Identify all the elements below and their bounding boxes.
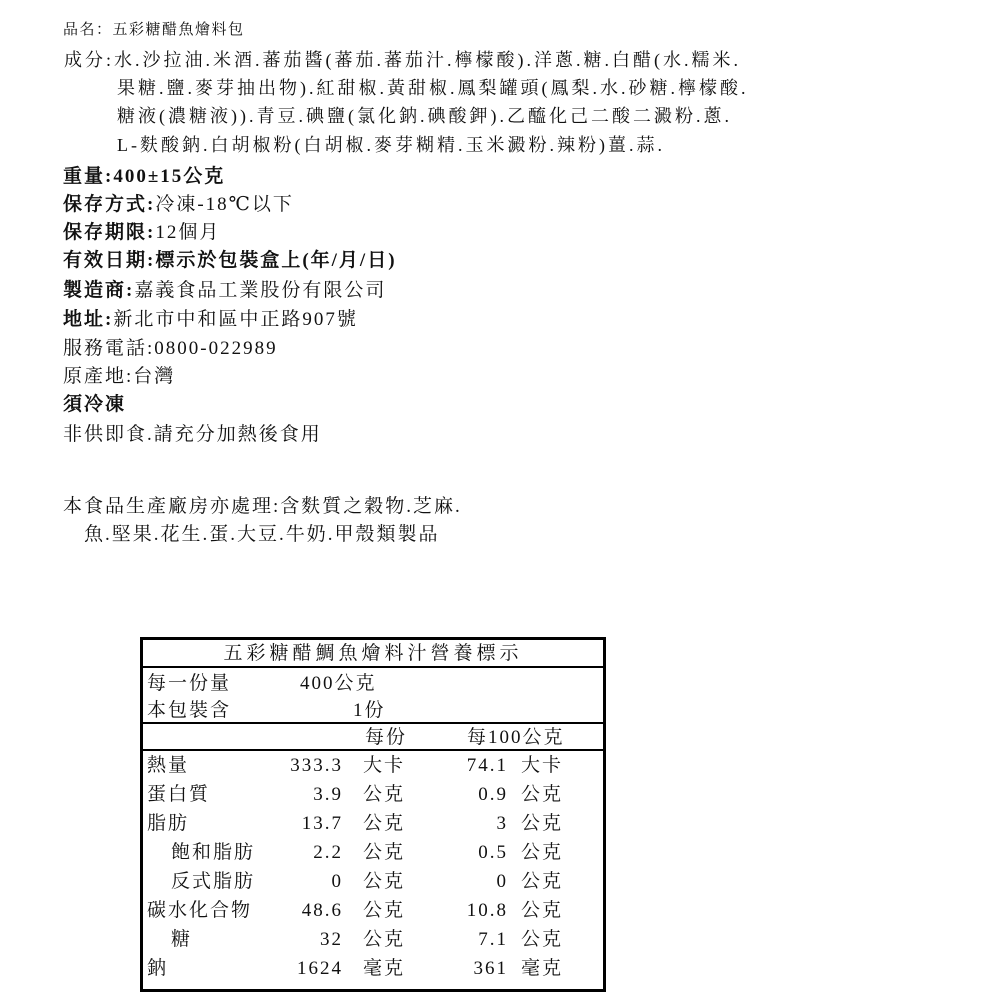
per-serving-unit: 公克 (363, 871, 406, 892)
nutrition-row-sugar (143, 925, 603, 954)
per-100g-unit: 公克 (521, 871, 564, 892)
per-100g-unit: 毫克 (521, 958, 564, 979)
servings-per-pack-row (143, 698, 603, 724)
per-100g-unit: 公克 (521, 929, 564, 950)
serving-size-value: 400公克 (300, 673, 377, 694)
ingredients-line-4: L-麩酸鈉.白胡椒粉(白胡椒.麥芽糊精.玉米澱粉.辣粉)薑.蒜. (117, 135, 665, 155)
storage-method-line (63, 193, 294, 217)
nutrient-label: 鈉 (147, 958, 169, 979)
per-100g-unit: 公克 (521, 842, 564, 863)
per-serving-unit: 公克 (363, 929, 406, 950)
nutrient-label: 糖 (171, 929, 193, 950)
per-serving-value: 1624 (297, 958, 343, 979)
ingredients-label: 成分: (64, 50, 115, 70)
origin-label: 原產地: (63, 366, 134, 387)
per-100g-value: 0.5 (478, 842, 508, 863)
per-100g-value: 74.1 (466, 755, 508, 776)
shelf-life-value: 12個月 (155, 222, 221, 243)
per-100g-value: 0 (496, 871, 508, 892)
servings-per-pack-label: 本包裝含 (147, 700, 232, 721)
per-serving-value: 32 (320, 929, 343, 950)
shelf-life-line (63, 221, 220, 245)
product-name-line (63, 18, 245, 42)
storage-method-label: 保存方式: (63, 194, 156, 215)
service-phone-label: 服務電話: (63, 338, 155, 359)
manufacturer-label: 製造商: (63, 280, 135, 301)
ingredients-line-3: 糖液(濃糖液)).青豆.碘鹽(氯化鈉.碘酸鉀).乙醯化己二酸二澱粉.蔥. (117, 106, 732, 126)
per-serving-value: 3.9 (313, 784, 343, 805)
serving-size-row (143, 668, 603, 698)
nutrition-row-calories (143, 751, 603, 780)
per-100g-unit: 公克 (521, 784, 564, 805)
expiry-date-label: 有效日期: (63, 250, 156, 271)
nutrient-label: 碳水化合物 (147, 900, 253, 921)
per-serving-unit: 毫克 (363, 958, 406, 979)
per-100g-value: 0.9 (478, 784, 508, 805)
address-value: 新北市中和區中正路907號 (113, 309, 358, 330)
column-header-row (143, 724, 603, 751)
product-name-value: 五彩糖醋魚燴料包 (112, 22, 245, 38)
storage-method-value: 冷凍-18℃以下 (155, 194, 294, 215)
nutrition-row-fat (143, 809, 603, 838)
manufacturer-value: 嘉義食品工業股份有限公司 (134, 280, 387, 301)
allergen-notice-line-1: 本食品生產廠房亦處理:含麩質之穀物.芝麻. (63, 496, 462, 517)
nutrition-row-protein (143, 780, 603, 809)
nutrition-table (140, 637, 606, 992)
nutrient-label: 脂肪 (147, 813, 190, 834)
address-line (63, 308, 358, 332)
servings-per-pack-value: 1份 (353, 700, 386, 721)
per-serving-value: 2.2 (313, 842, 343, 863)
serving-size-label: 每一份量 (147, 673, 232, 694)
manufacturer-line (63, 279, 386, 303)
per-serving-column-header: 每份 (365, 727, 408, 748)
allergen-notice-line-2: 魚.堅果.花生.蛋.大豆.牛奶.甲殼類製品 (84, 524, 440, 545)
heating-notice-line: 非供即食.請充分加熱後食用 (63, 424, 322, 445)
nutrient-label: 反式脂肪 (171, 871, 256, 892)
per-serving-unit: 公克 (363, 842, 406, 863)
per-100g-value: 10.8 (466, 900, 508, 921)
origin-value: 台灣 (133, 366, 176, 387)
weight-label: 重量: (63, 166, 114, 187)
shelf-life-label: 保存期限: (63, 222, 156, 243)
per-serving-value: 0 (331, 871, 343, 892)
per-serving-value: 13.7 (301, 813, 343, 834)
keep-frozen-line: 須冷凍 (63, 394, 127, 415)
per-100g-value: 3 (496, 813, 508, 834)
nutrition-row-carbohydrate (143, 896, 603, 925)
weight-value: 400±15公克 (113, 166, 226, 187)
per-serving-unit: 大卡 (363, 755, 406, 776)
per-100g-unit: 大卡 (521, 755, 564, 776)
nutrient-label: 蛋白質 (147, 784, 211, 805)
per-100g-unit: 公克 (521, 813, 564, 834)
nutrition-row-sodium (143, 954, 603, 983)
per-serving-unit: 公克 (363, 784, 406, 805)
per-serving-unit: 公克 (363, 813, 406, 834)
expiry-date-value: 標示於包裝盒上(年/月/日) (155, 250, 397, 271)
per-100g-column-header: 每100公克 (467, 727, 565, 748)
address-label: 地址: (63, 309, 114, 330)
per-serving-value: 333.3 (290, 755, 343, 776)
nutrition-row-trans-fat (143, 867, 603, 896)
per-serving-unit: 公克 (363, 900, 406, 921)
per-serving-value: 48.6 (301, 900, 343, 921)
nutrition-row-saturated-fat (143, 838, 603, 867)
weight-line (63, 165, 225, 189)
product-name-label: 品名： (63, 22, 113, 38)
nutrition-table-title: 五彩糖醋鯛魚燴料汁營養標示 (143, 640, 603, 668)
per-100g-unit: 公克 (521, 900, 564, 921)
per-100g-value: 7.1 (478, 929, 508, 950)
nutrient-label: 熱量 (147, 755, 190, 776)
origin-line (63, 365, 175, 389)
ingredients-text-1: 水.沙拉油.米酒.蕃茄醬(蕃茄.蕃茄汁.檸檬酸).洋蔥.糖.白醋(水.糯米. (114, 50, 741, 70)
service-phone-value: 0800-022989 (154, 338, 278, 359)
expiry-date-line (63, 249, 397, 273)
nutrient-label: 飽和脂肪 (171, 842, 256, 863)
ingredients-line-2: 果糖.鹽.麥芽抽出物).紅甜椒.黃甜椒.鳳梨罐頭(鳳梨.水.砂糖.檸檬酸. (117, 78, 749, 98)
service-phone-line (63, 337, 278, 361)
per-100g-value: 361 (473, 958, 508, 979)
ingredients-line-1 (64, 48, 741, 72)
